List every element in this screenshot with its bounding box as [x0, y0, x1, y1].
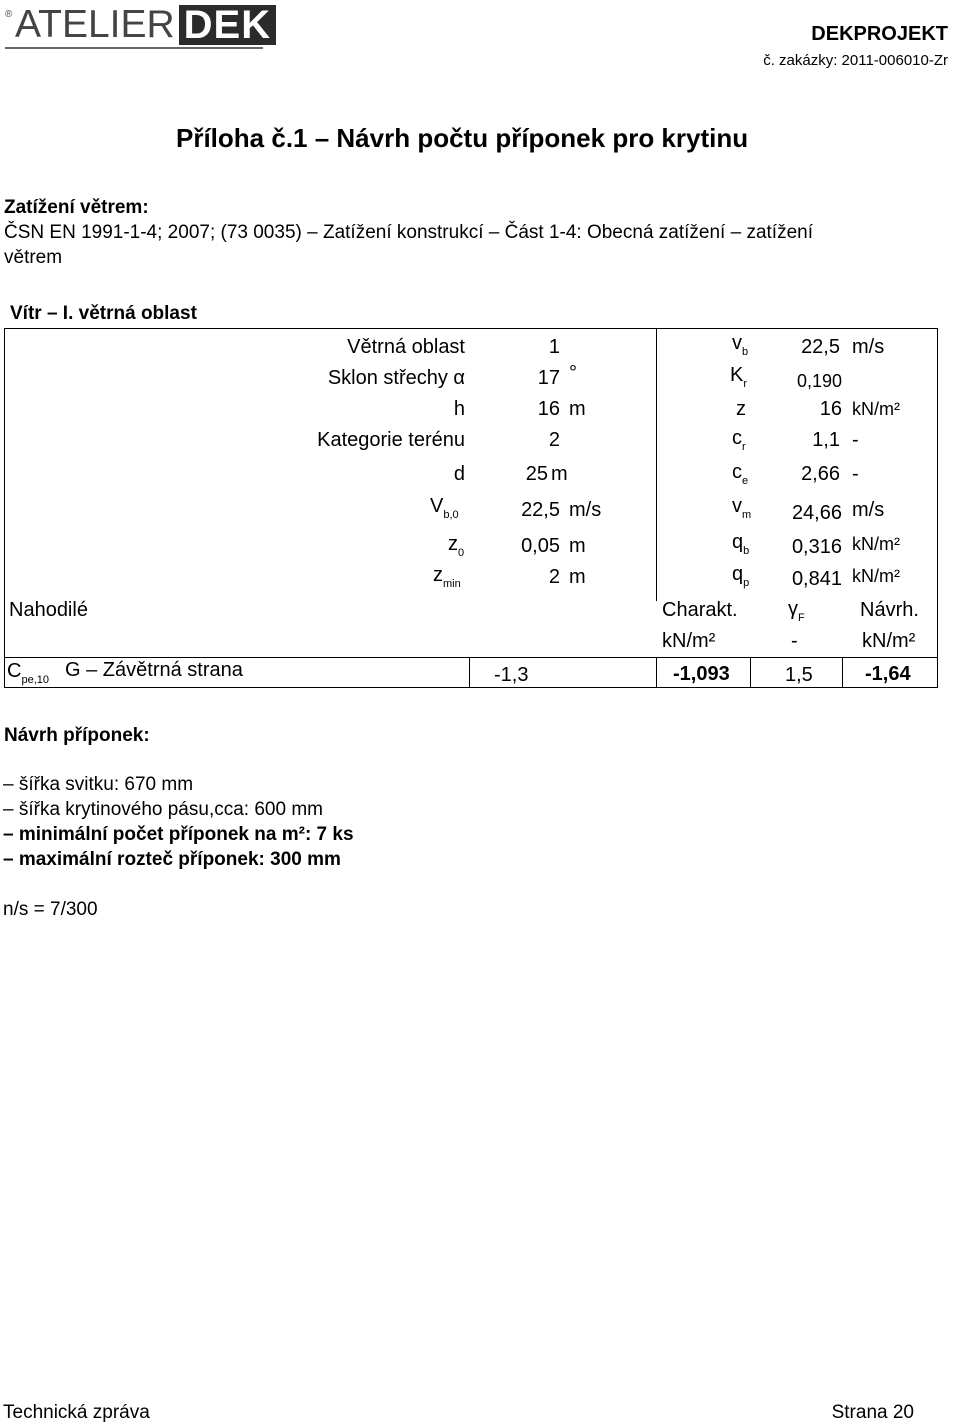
param-label-zmin: $z_{min}$: [433, 564, 461, 590]
param-value: 1: [548, 336, 560, 358]
param-value: 0,190: [796, 371, 842, 391]
navrh-unit: kN/m²: [862, 630, 916, 652]
param-label-vb: $v_b$: [732, 332, 749, 358]
param-unit: -: [852, 429, 859, 451]
param-label-cr: $c_r$: [732, 427, 746, 453]
logo-dek-text: DEK: [179, 5, 276, 45]
company-name: DEKPROJEKT: [811, 23, 948, 45]
grid-line: [656, 329, 657, 601]
logo-atelier-text: ® ATELIER: [5, 5, 175, 45]
param-unit: m: [569, 535, 586, 557]
gamma-header: $\gamma_F$: [788, 598, 805, 624]
param-unit: m/s: [569, 499, 602, 521]
param-unit: m: [569, 566, 586, 588]
footer-document-name: Technická zpráva: [3, 1402, 150, 1423]
param-value: 0,316: [791, 536, 842, 558]
param-label-z0: $z_0$: [448, 533, 465, 559]
param-unit: m: [569, 398, 586, 420]
param-value: 24,66: [791, 502, 842, 524]
ratio-text: n/s = 7/300: [3, 899, 98, 920]
nahodile-label: Nahodilé: [9, 599, 88, 621]
wind-load-heading: Zatížení větrem:: [4, 197, 149, 218]
param-label-z: z: [736, 398, 746, 420]
param-label: d: [453, 463, 465, 485]
design-item: – šířka krytinového pásu,cca: 600 mm: [3, 799, 323, 820]
row-description: G – Závětrná strana: [65, 659, 243, 681]
param-value: 2: [548, 429, 560, 451]
page-title: Příloha č.1 – Návrh počtu příponek pro krytinu: [176, 123, 749, 153]
param-unit: m/s: [852, 336, 885, 358]
param-label: Kategorie terénu: [317, 429, 465, 451]
wind-area-heading: Vítr – I. větrná oblast: [10, 303, 197, 324]
param-value: 2,66: [801, 463, 840, 485]
design-item: – minimální počet příponek na m²: 7 ks: [3, 824, 354, 845]
param-unit: kN/m²: [852, 566, 900, 586]
param-label-qp: $q_p$: [732, 563, 750, 589]
param-value: 0,05: [521, 535, 560, 557]
atelier-dek-logo: [5, 5, 276, 45]
param-unit: -: [852, 463, 859, 485]
param-unit: m: [551, 463, 568, 485]
param-label: Větrná oblast: [347, 336, 465, 358]
param-label-vm: $v_m$: [732, 495, 752, 521]
param-value: 22,5: [801, 336, 840, 358]
param-unit: m/s: [852, 499, 885, 521]
order-number: č. zakázky: 2011-006010-Zr: [763, 52, 948, 69]
grid-line: [469, 657, 470, 688]
param-value: 16: [819, 398, 842, 420]
design-value: -1,64: [865, 663, 911, 685]
param-value: 2: [548, 566, 560, 588]
design-item: – šířka svitku: 670 mm: [3, 774, 194, 795]
param-value: 16: [537, 398, 560, 420]
param-unit: kN/m²: [852, 399, 900, 419]
coef-value: -1,3: [494, 664, 529, 686]
param-value: 22,5: [521, 499, 560, 521]
grid-line: [656, 657, 657, 688]
charakt-header: Charakt.: [662, 599, 738, 621]
param-value: 17: [537, 367, 560, 389]
param-value: 25: [525, 463, 548, 485]
param-unit: °: [569, 362, 577, 384]
param-label-qb: $q_b$: [732, 531, 750, 557]
param-label-ce: $c_e$: [732, 461, 749, 487]
param-value: 0,841: [791, 568, 842, 590]
design-heading: Návrh příponek:: [4, 725, 150, 746]
grid-line: [750, 657, 751, 688]
gamma-value: 1,5: [785, 664, 813, 686]
wind-table: [4, 328, 938, 688]
norm-line-2: větrem: [4, 247, 63, 268]
param-label: Sklon střechy α: [327, 367, 465, 389]
logo-underline: [5, 47, 263, 49]
cpe-label: $C_{pe,10}$: [7, 660, 49, 686]
footer-page-number: Strana 20: [831, 1402, 914, 1423]
grid-line: [842, 657, 843, 688]
param-value: 1,1: [812, 429, 840, 451]
navrh-header: Návrh.: [860, 599, 919, 621]
param-label-kr: $K_r$: [730, 364, 748, 390]
char-value: -1,093: [673, 663, 730, 685]
gamma-unit: -: [791, 630, 798, 652]
norm-line-1: ČSN EN 1991-1-4; 2007; (73 0035) – Zatížení konstrukcí – Část 1-4: Obecná zatížení – zatížení: [4, 222, 813, 243]
design-item: – maximální rozteč příponek: 300 mm: [3, 849, 341, 870]
param-unit: kN/m²: [852, 534, 900, 554]
param-label: h: [453, 398, 465, 420]
param-label-vb0: $V_{b,0}$: [430, 495, 459, 521]
registered-mark: ®: [5, 9, 13, 20]
charakt-unit: kN/m²: [662, 630, 716, 652]
